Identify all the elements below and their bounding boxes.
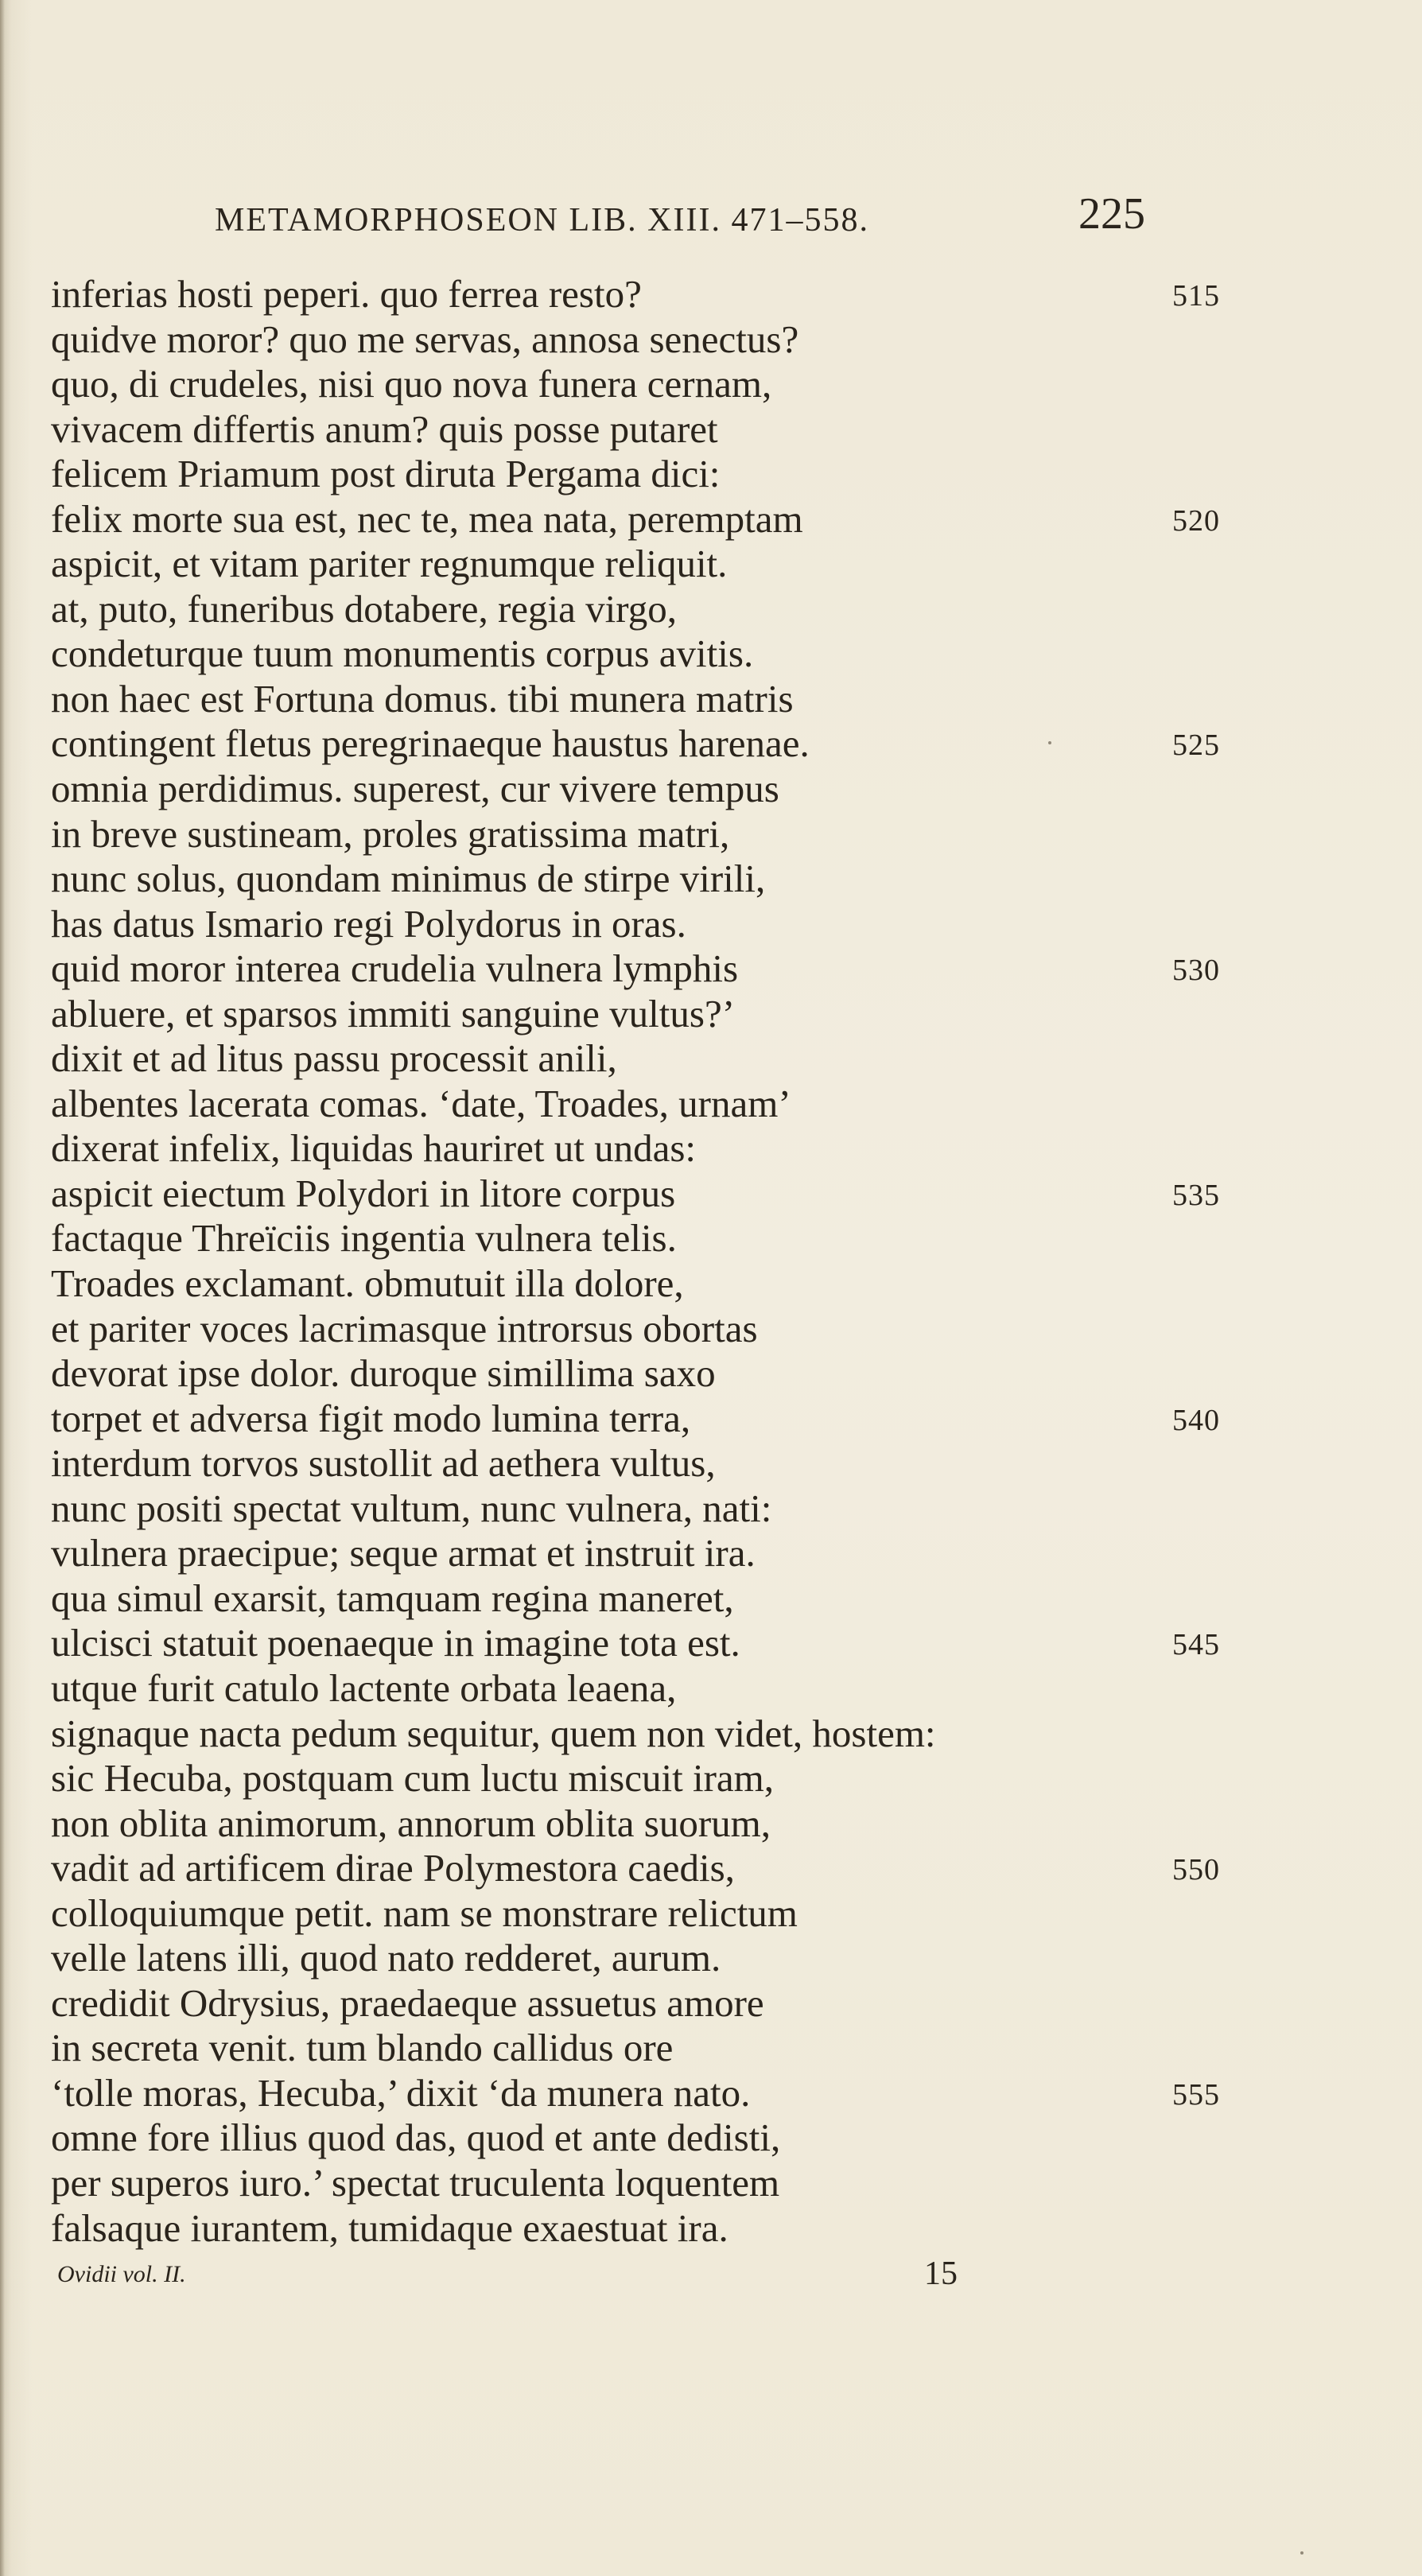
verse-text: Troades exclamant. obmutuit illa dolore,: [51, 1261, 684, 1306]
verse-line: [51, 1936, 1244, 1981]
verse-line: [51, 272, 1244, 317]
verse-text: condeturque tuum monumentis corpus avitis.: [51, 631, 754, 676]
verse-text: devorat ipse dolor. duroque simillima saxo: [51, 1351, 716, 1396]
verse-line: [51, 1126, 1244, 1171]
verse-text: at, puto, funeribus dotabere, regia virgo,: [51, 586, 677, 631]
verse-line: [51, 317, 1244, 363]
verse-text: nunc positi spectat vultum, nunc vulnera, nati:: [51, 1486, 772, 1530]
verse-text: qua simul exarsit, tamquam regina maneret,: [51, 1576, 734, 1620]
verse-line: [51, 1846, 1244, 1891]
verse-text: interdum torvos sustollit ad aethera vultus,: [51, 1441, 716, 1486]
verse-line: [51, 2026, 1244, 2071]
verse-line: [51, 1891, 1244, 1937]
verse-text: in secreta venit. tum blando callidus ore: [51, 2026, 674, 2070]
verse-text: vivacem differtis anum? quis posse putaret: [51, 406, 718, 451]
verse-line: [51, 1307, 1244, 1352]
verse-text: albentes lacerata comas. ‘date, Troades, urnam’: [51, 1081, 791, 1125]
print-speck: [1300, 2551, 1304, 2555]
verse-block: [51, 272, 1244, 2251]
verse-line: [51, 2206, 1244, 2252]
verse-text: quo, di crudeles, nisi quo nova funera cernam,: [51, 362, 772, 406]
verse-text: aspicit eiectum Polydori in litore corpus: [51, 1171, 676, 1215]
running-head: [215, 187, 1169, 251]
verse-line: [51, 1576, 1244, 1622]
verse-text: quid moror interea crudelia vulnera lymphis: [51, 946, 739, 991]
verse-text: non haec est Fortuna domus. tibi munera matris: [51, 676, 794, 721]
verse-text: has datus Ismario regi Polydorus in oras.: [51, 901, 686, 946]
verse-text: omnia perdidimus. superest, cur vivere tempus: [51, 767, 779, 811]
verse-line: [51, 1981, 1244, 2026]
verse-text: velle latens illi, quod nato redderet, aurum.: [51, 1936, 721, 1980]
verse-line: [51, 452, 1244, 497]
verse-text: aspicit, et vitam pariter regnumque reliquit.: [51, 542, 728, 586]
verse-text: per superos iuro.’ spectat truculenta loquentem: [51, 2160, 780, 2205]
verse-line: [51, 946, 1244, 992]
verse-text: dixerat infelix, liquidas hauriret ut undas:: [51, 1126, 697, 1171]
verse-line: [51, 1351, 1244, 1397]
verse-line: [51, 1082, 1244, 1127]
verse-line: [51, 1801, 1244, 1847]
verse-line: [51, 812, 1244, 857]
line-number: 525: [1172, 729, 1220, 763]
verse-line: [51, 1531, 1244, 1576]
verse-line: [51, 721, 1244, 767]
verse-line: [51, 587, 1244, 632]
line-number: 535: [1172, 1178, 1220, 1212]
verse-line: [51, 1666, 1244, 1712]
gutter-shadow: [0, 0, 5, 2576]
verse-line: [51, 677, 1244, 722]
verse-line: [51, 631, 1244, 677]
verse-text: dixit et ad litus passu processit anili,: [51, 1036, 617, 1081]
verse-text: omne fore illius quod das, quod et ante dedisti,: [51, 2116, 781, 2160]
verse-line: [51, 362, 1244, 407]
verse-text: falsaque iurantem, tumidaque exaestuat ira.: [51, 2205, 728, 2250]
verse-line: [51, 1171, 1244, 1217]
verse-text: vulnera praecipue; seque armat et instruit ira.: [51, 1531, 756, 1576]
verse-line: [51, 2161, 1244, 2206]
page-number: 225: [1078, 189, 1145, 239]
verse-text: torpet et adversa figit modo lumina terra,: [51, 1396, 691, 1440]
verse-line: [51, 992, 1244, 1037]
verse-text: sic Hecuba, postquam cum luctu miscuit iram,: [51, 1756, 775, 1801]
line-number: 540: [1172, 1403, 1220, 1437]
verse-line: [51, 542, 1244, 587]
verse-text: contingent fletus peregrinaeque haustus harenae.: [51, 721, 810, 766]
verse-line: [51, 407, 1244, 453]
verse-line: [51, 1712, 1244, 1757]
verse-text: ‘tolle moras, Hecuba,’ dixit ‘da munera nato.: [51, 2070, 751, 2115]
verse-text: felicem Priamum post diruta Pergama dici:: [51, 452, 721, 496]
verse-text: inferias hosti peperi. quo ferrea resto?: [51, 272, 642, 316]
verse-text: vadit ad artificem dirae Polymestora caedis,: [51, 1846, 735, 1890]
line-number: 550: [1172, 1853, 1220, 1887]
verse-text: utque furit catulo lactente orbata leaena,: [51, 1665, 677, 1710]
verse-text: factaque Threïciis ingentia vulnera telis.: [51, 1216, 677, 1261]
verse-line: [51, 902, 1244, 947]
verse-line: [51, 1756, 1244, 1801]
running-title: METAMORPHOSEON LIB. XIII. 471–558.: [215, 202, 869, 239]
line-number: 520: [1172, 503, 1220, 538]
verse-line: [51, 1397, 1244, 1442]
line-number: 515: [1172, 279, 1220, 313]
verse-text: ulcisci statuit poenaeque in imagine tota est.: [51, 1621, 740, 1665]
verse-text: et pariter voces lacrimasque introrsus obortas: [51, 1306, 758, 1350]
verse-text: abluere, et sparsos immiti sanguine vultus?’: [51, 991, 736, 1035]
verse-text: colloquiumque petit. nam se monstrare relictum: [51, 1890, 798, 1935]
verse-line: [51, 857, 1244, 902]
verse-text: felix morte sua est, nec te, mea nata, peremptam: [51, 496, 803, 541]
signature-number: 15: [924, 2255, 958, 2292]
page-footer: [57, 2255, 1012, 2302]
printer-signature: Ovidii vol. II.: [57, 2261, 186, 2287]
verse-line: [51, 1441, 1244, 1486]
verse-line: [51, 497, 1244, 542]
verse-text: in breve sustineam, proles gratissima matri,: [51, 811, 730, 856]
verse-line: [51, 1486, 1244, 1532]
verse-line: [51, 1621, 1244, 1666]
print-speck: [1048, 741, 1051, 744]
verse-text: quidve moror? quo me servas, annosa senectus?: [51, 317, 799, 361]
verse-text: signaque nacta pedum sequitur, quem non videt, hostem:: [51, 1711, 936, 1755]
line-number: 530: [1172, 954, 1220, 988]
verse-line: [51, 767, 1244, 812]
line-number: 555: [1172, 2077, 1220, 2112]
verse-line: [51, 2116, 1244, 2161]
verse-line: [51, 2071, 1244, 2116]
verse-line: [51, 1036, 1244, 1082]
verse-text: credidit Odrysius, praedaeque assuetus amore: [51, 1980, 764, 2025]
line-number: 545: [1172, 1628, 1220, 1662]
verse-text: non oblita animorum, annorum oblita suorum,: [51, 1801, 771, 1845]
verse-line: [51, 1216, 1244, 1261]
verse-text: nunc solus, quondam minimus de stirpe virili,: [51, 857, 766, 901]
verse-line: [51, 1261, 1244, 1307]
